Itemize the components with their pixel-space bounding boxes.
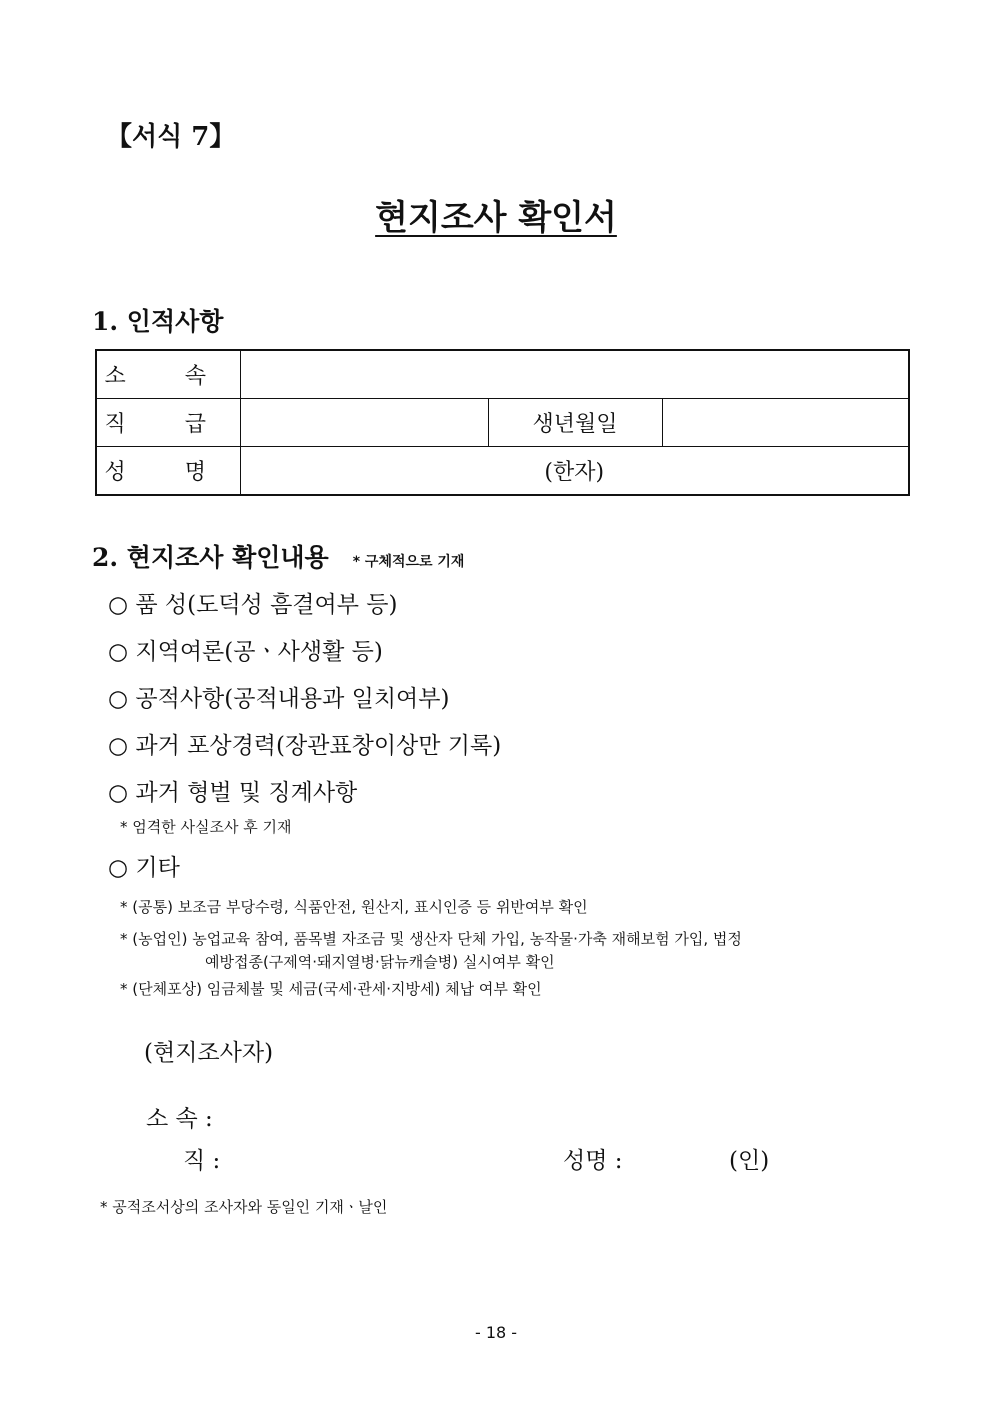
form-number: 【서식 7】 <box>106 122 236 152</box>
affiliation-label: 소 속 <box>96 350 240 399</box>
check-item-penalty-history: ○ 과거 형벌 및 징계사항 <box>108 780 358 806</box>
section2-note: * 구체적으로 기재 <box>352 554 465 570</box>
name-field[interactable]: (한자) <box>240 447 909 496</box>
document-title-text: 현지조사 확인서 <box>375 198 617 238</box>
section2-heading-text: 2. 현지조사 확인내용 <box>92 543 329 572</box>
footer-note: * 공적조서상의 조사자와 동일인 기재ㆍ날인 <box>100 1198 388 1216</box>
other-note-farmer-cont: 예방접종(구제역·돼지열병·닭뉴캐슬병) 실시여부 확인 <box>205 953 555 971</box>
birthdate-label: 생년월일 <box>488 399 662 447</box>
other-note-farmer: * (농업인) 농업교육 참여, 품목별 자조금 및 생산자 단체 가입, 농작물·가축 재해보험 가입, 법정 <box>120 930 742 948</box>
seal-mark: (인) <box>729 1148 770 1174</box>
personal-info-table <box>95 349 910 496</box>
other-note-group: * (단체포상) 임금체불 및 세금(국세·관세·지방세) 체납 여부 확인 <box>120 980 542 998</box>
affiliation-field[interactable] <box>240 350 909 399</box>
table-row <box>96 350 909 399</box>
check-item-local-reputation: ○ 지역여론(공ㆍ사생활 등) <box>108 639 383 665</box>
check-item-award-history: ○ 과거 포상경력(장관표창이상만 기록) <box>108 733 502 759</box>
check-item-character: ○ 품 성(도덕성 흠결여부 등) <box>108 592 398 618</box>
investigator-rank-label: 직 : <box>183 1148 221 1174</box>
rank-field[interactable] <box>240 399 488 447</box>
check-item-other: ○ 기타 <box>108 855 180 881</box>
section1-heading: 1. 인적사항 <box>92 307 224 336</box>
page-number: - 18 - <box>474 1323 518 1342</box>
investigator-heading: (현지조사자) <box>144 1040 274 1066</box>
document-title <box>0 190 992 239</box>
investigator-name-label: 성명 : <box>563 1148 623 1174</box>
other-note-common: * (공통) 보조금 부당수령, 식품안전, 원산지, 표시인증 등 위반여부 확인 <box>120 898 588 916</box>
birthdate-field[interactable] <box>662 399 909 447</box>
table-row <box>96 447 909 496</box>
section2-heading <box>92 538 464 574</box>
rank-label: 직 급 <box>96 399 240 447</box>
penalty-note: * 엄격한 사실조사 후 기재 <box>120 818 292 836</box>
table-row <box>96 399 909 447</box>
investigator-affiliation-label: 소 속 : <box>146 1106 213 1132</box>
check-item-merit: ○ 공적사항(공적내용과 일치여부) <box>108 686 450 712</box>
name-label: 성 명 <box>96 447 240 496</box>
